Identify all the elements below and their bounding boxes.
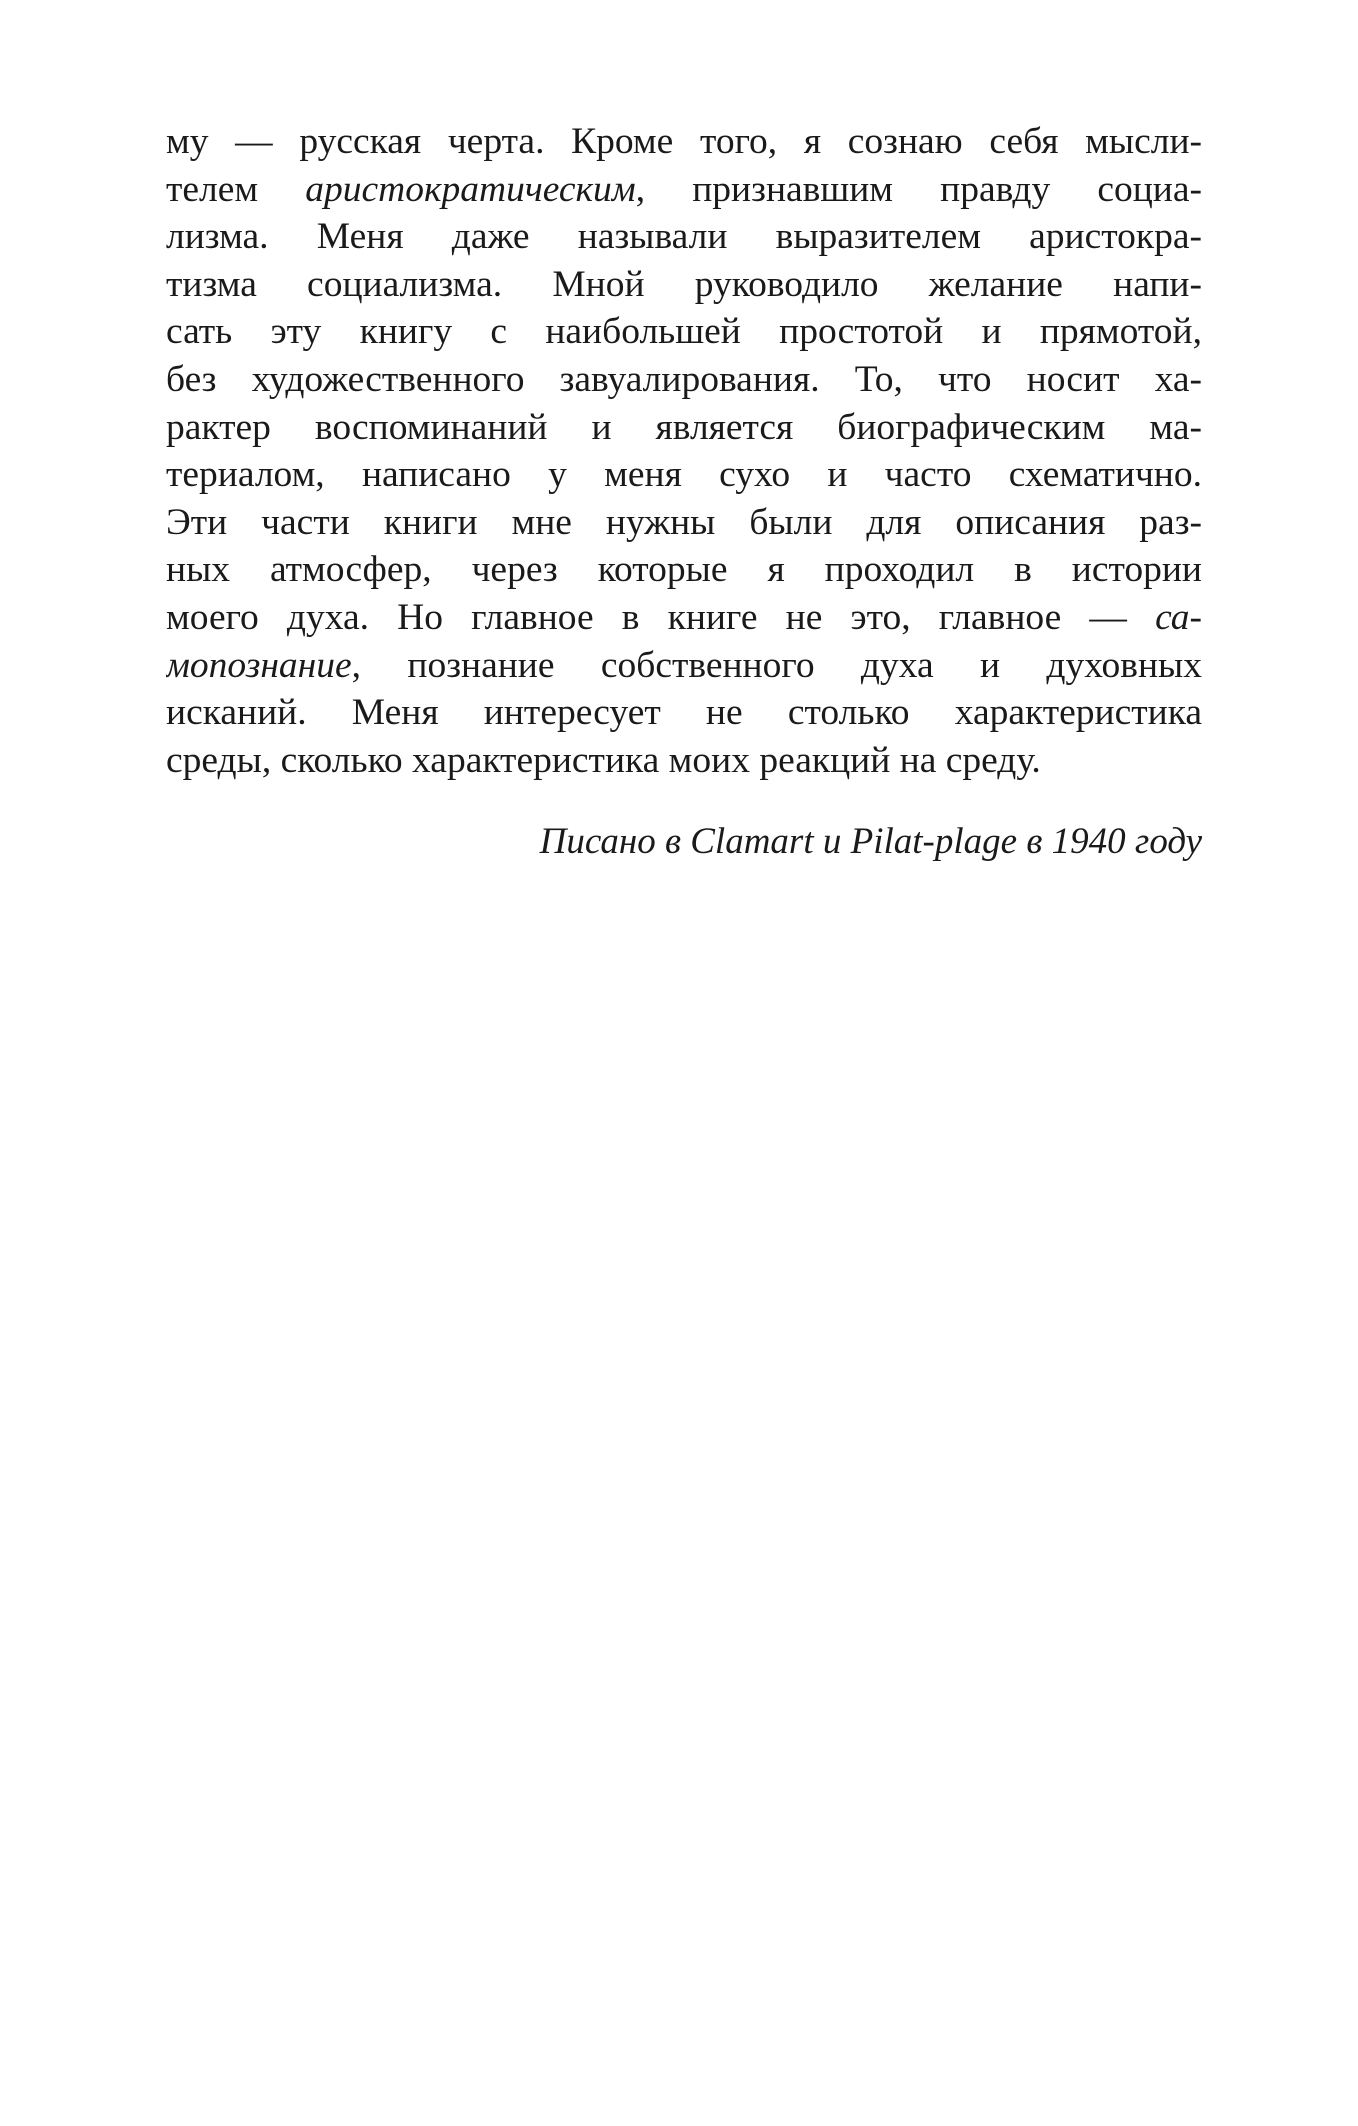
place-date-signature: Писано в Clamart и Pilat-plage в 1940 году [539, 821, 1202, 862]
line-text: ных атмосфер, через которые я проходил в истории [166, 549, 1202, 591]
text-line [166, 118, 1202, 166]
line-text: телем [166, 168, 306, 210]
line-text-after: , признавшим правду социа- [635, 168, 1202, 210]
text-line [166, 404, 1202, 452]
text-line [166, 308, 1202, 356]
text-line [166, 737, 1202, 785]
line-emphasis: мопознание [166, 644, 352, 686]
text-line [166, 261, 1202, 309]
text-line [166, 689, 1202, 737]
line-text: рактер воспоминаний и является биографическим ма- [166, 406, 1202, 448]
text-line [166, 356, 1202, 404]
line-text: му — русская черта. Кроме того, я сознаю себя мысли- [166, 121, 1202, 162]
text-line [166, 166, 1202, 214]
text-line [166, 499, 1202, 547]
body-paragraph [166, 118, 1202, 784]
text-line [166, 213, 1202, 261]
line-emphasis: аристократическим [305, 168, 636, 210]
line-text: тизма социализма. Мной руководило желание напи- [166, 263, 1202, 305]
line-emphasis: са- [1155, 596, 1202, 638]
line-text: териалом, написано у меня сухо и часто схематично. [166, 454, 1202, 496]
text-line [166, 642, 1202, 690]
line-text: без художественного завуалирования. То, что носит ха- [166, 358, 1202, 400]
line-text: Эти части книги мне нужны были для описания раз- [166, 501, 1202, 543]
text-line [166, 451, 1202, 499]
line-text: среды, сколько характеристика моих реакций на среду. [166, 739, 1041, 781]
line-text: моего духа. Но главное в книге не это, главное — [166, 596, 1156, 638]
text-line [166, 546, 1202, 594]
line-text: сать эту книгу с наибольшей простотой и прямотой, [166, 311, 1202, 353]
line-text: лизма. Меня даже называли выразителем аристокра- [166, 216, 1202, 258]
text-line [166, 594, 1202, 642]
line-text: исканий. Меня интересует не столько характеристика [166, 692, 1202, 734]
line-text-after: , познание собственного духа и духовных [351, 644, 1202, 686]
